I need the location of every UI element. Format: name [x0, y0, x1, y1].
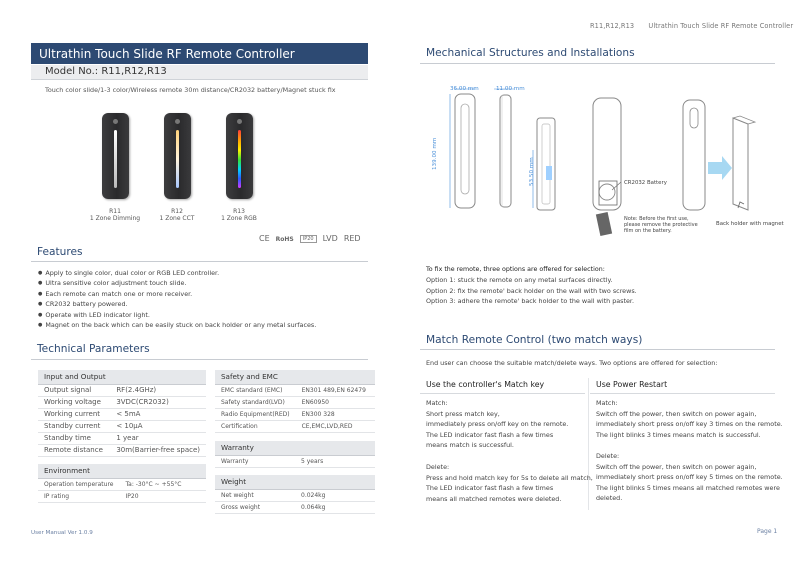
col2-divider	[590, 393, 775, 394]
technical-divider	[31, 359, 368, 360]
remote-r13-code: R13	[233, 208, 245, 215]
page-header	[590, 22, 793, 30]
fix-options	[426, 275, 637, 307]
remote-r11-name: 1 Zone Dimming	[89, 215, 141, 223]
table-row: IP rating IP20	[38, 490, 206, 502]
col2-match-block: Match: Switch off the power, then switch on power again, immediately short press on/off key 3 times on the remote. The light blinks 3 times means match is successful.	[596, 399, 783, 439]
weight-header: Weight	[215, 475, 375, 489]
weight-table	[215, 475, 375, 514]
header-doc-title: Ultrathin Touch Slide RF Remote Controller	[648, 22, 794, 30]
dimension-height: 139.00 mm	[432, 137, 438, 170]
col1-match-block: Match: Short press match key, immediately press on/off key on the remote. The LED indicator fast flash a few times means match is successful.	[426, 399, 569, 450]
features-divider	[31, 261, 368, 262]
product-subtitle: Touch color slide/1-3 color/Wireless remote 30m distance/CR2032 battery/Magnet stuck fix	[45, 86, 336, 94]
remote-r12-image	[164, 113, 191, 199]
match-intro: End user can choose the suitable match/delete ways. Two options are offered for selection:	[426, 359, 718, 367]
delete-label: Delete:	[426, 463, 450, 471]
feature-item: ● Each remote can match one or more receiver.	[38, 289, 316, 299]
table-row: Safety standard(LVD) EN60950	[215, 396, 375, 408]
lvd-logo: LVD	[322, 234, 338, 243]
table-row: Standby current < 10μA	[38, 420, 206, 432]
table-row: Working current < 5mA	[38, 408, 206, 420]
delete-label: Delete:	[596, 452, 620, 460]
match-divider	[420, 349, 775, 350]
model-number: Model No.: R11,R12,R13	[31, 65, 368, 80]
feature-item: ● Magnet on the back which can be easily stuck on back holder or any metal surfaces.	[38, 320, 316, 330]
fix-heading: To fix the remote, three options are offered for selection:	[426, 266, 605, 273]
mechanical-divider	[420, 63, 775, 64]
environment-table	[38, 464, 206, 503]
table-row: Radio Equipment(RED) EN300 328	[215, 408, 375, 420]
feature-item: ● CR2032 battery powered.	[38, 299, 316, 309]
header-models: R11,R12,R13	[590, 22, 635, 30]
remote-r12-name: 1 Zone CCT	[159, 215, 195, 223]
product-title: Ultrathin Touch Slide RF Remote Controller	[31, 43, 368, 64]
table-row: Working voltage 3VDC(CR2032)	[38, 396, 206, 408]
ip20-logo: IP20	[300, 235, 317, 243]
table-row: Net weight 0.024kg	[215, 489, 375, 501]
match-label: Match:	[426, 399, 448, 407]
fix-option: Option 2: fix the remote' back holder on the wall with two screws.	[426, 286, 637, 295]
remote-r13-name: 1 Zone RGB	[221, 215, 257, 223]
warranty-header: Warranty	[215, 441, 375, 455]
dimension-depth2: 53.50 mm	[529, 157, 535, 186]
features-list	[38, 268, 316, 330]
fix-option: Option 1: stuck the remote on any metal surfaces directly.	[426, 276, 613, 284]
fix-option: Option 3: adhere the remote' back holder to the wall with paster.	[426, 297, 635, 306]
match-label: Match:	[596, 399, 618, 407]
dimension-depth: 11.00 mm	[496, 86, 525, 92]
battery-note: Note: Before the first use, please remove the protective film on the battery.	[624, 216, 698, 234]
remote-r12-caption	[142, 208, 212, 223]
col-match-key-title: Use the controller's Match key	[426, 380, 545, 389]
col-power-restart-title: Use Power Restart	[596, 380, 668, 389]
remote-r13-image	[226, 113, 253, 199]
footer-page-number: Page 1	[757, 528, 778, 535]
feature-item: ● Apply to single color, dual color or RGB LED controller.	[38, 268, 316, 278]
col1-delete-block: Delete: Press and hold match key for 5s to delete all match, The LED indicator fast flash a few times means all matched remotes were deleted.	[426, 463, 593, 503]
technical-parameters-title: Technical Parameters	[37, 343, 150, 355]
col1-divider	[420, 393, 585, 394]
features-title: Features	[37, 246, 83, 258]
match-title: Match Remote Control (two match ways)	[426, 334, 643, 346]
certification-logos	[259, 234, 367, 243]
environment-header: Environment	[38, 464, 206, 478]
remote-r11-caption	[80, 208, 150, 223]
input-output-table	[38, 370, 206, 457]
rohs-logo: RoHS	[275, 236, 294, 243]
remote-r11-image	[102, 113, 129, 199]
remote-r11-code: R11	[109, 208, 121, 215]
safety-emc-table	[215, 370, 375, 433]
remote-r12-code: R12	[171, 208, 183, 215]
feature-item: ● Operate with LED indicator light.	[38, 310, 316, 320]
table-row: EMC standard (EMC) EN301 489,EN 62479	[215, 384, 375, 396]
feature-item: ● Ultra sensitive color adjustment touch slide.	[38, 278, 316, 288]
table-row: Standby time 1 year	[38, 432, 206, 444]
table-row: Output signal RF(2.4GHz)	[38, 384, 206, 396]
ce-logo: CE	[259, 234, 270, 243]
table-row: Gross weight 0.064kg	[215, 501, 375, 513]
dimension-width: 36.00 mm	[450, 86, 479, 92]
safety-emc-header: Safety and EMC	[215, 370, 375, 384]
footer-version: User Manual Ver 1.0.9	[31, 530, 93, 536]
holder-label: Back holder with magnet	[716, 221, 784, 227]
input-output-header: Input and Output	[38, 370, 206, 384]
red-logo: RED	[343, 234, 361, 243]
table-row: Certification CE,EMC,LVD,RED	[215, 420, 375, 432]
battery-label: CR2032 Battery	[624, 180, 667, 186]
table-row: Remote distance 30m(Barrier-free space)	[38, 444, 206, 456]
table-row: Operation temperature Ta: -30°C ~ +55°C	[38, 478, 206, 490]
table-row: Warranty 5 years	[215, 455, 375, 467]
col2-delete-block: Delete: Switch off the power, then switch on power again, immediately short press on/off key 5 times on the remote. The light blinks 5 times means all matched remotes were deleted.	[596, 452, 783, 503]
mechanical-title: Mechanical Structures and Installations	[426, 47, 635, 59]
warranty-table	[215, 441, 375, 468]
remote-r13-caption	[204, 208, 274, 223]
